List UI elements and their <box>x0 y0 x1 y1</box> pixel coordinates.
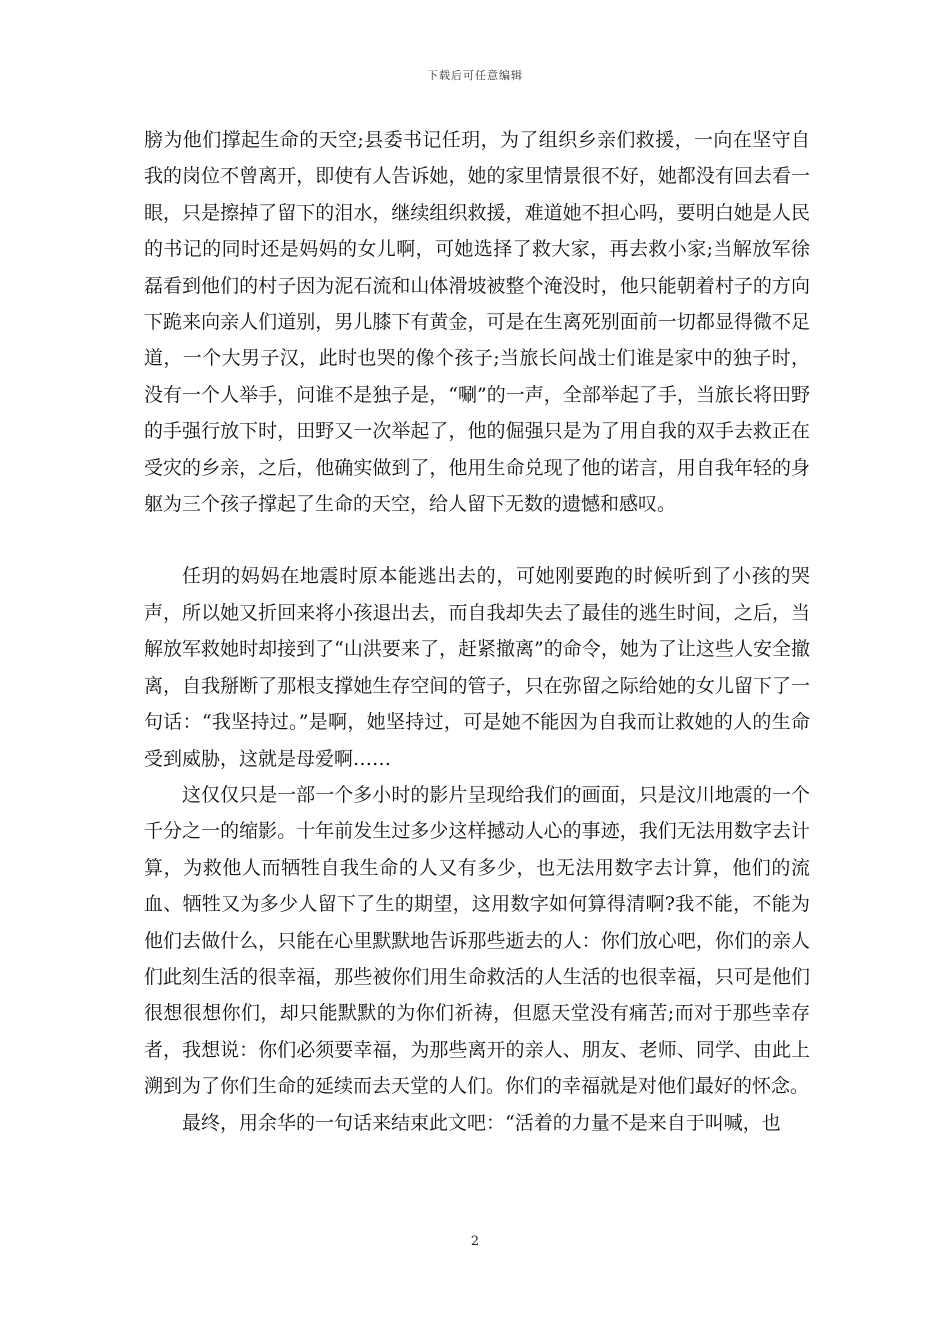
paragraph-mother: 任玥的妈妈在地震时原本能逃出去的，可她刚要跑的时候听到了小孩的哭声，所以她又折回来将小孩退出去，而自我却失去了最佳的逃生时间，之后，当解放军救她时却接到了“山洪要来了，赶紧撤离”的命令，她为了让这些人安全撤离，自我掰断了那根支撑她生存空间的管子，只在弥留之际给她的女儿留下了一句话：“我坚持过。”是啊，她坚持过，可是她不能因为自我而让救她的人的生命受到威胁，这就是母爱啊…… <box>144 565 810 770</box>
page-header: 下载后可任意编辑 <box>427 69 523 82</box>
document-body <box>144 122 810 1141</box>
paragraph-continuation: 膀为他们撑起生命的天空;县委书记任玥，为了组织乡亲们救援，一向在坚守自我的岗位不曾离开，即使有人告诉她，她的家里情景很不好，她都没有回去看一眼，只是擦掉了留下的泪水，继续组织救援，难道她不担心吗，要明白她是人民的书记的同时还是妈妈的女儿啊，可她选择了救大家，再去救小家;当解放军徐磊看到他们的村子因为泥石流和山体滑坡被整个淹没时，他只能朝着村子的方向下跪来向亲人们道别，男儿膝下有黄金，可是在生离死别面前一切都显得微不足道，一个大男子汉，此时也哭的像个孩子;当旅长问战士们谁是家中的独子时，没有一个人举手，问谁不是独子是，“唰”的一声，全部举起了手，当旅长将田野的手强行放下时，田野又一次举起了，他的倔强只是为了用自我的双手去救正在受灾的乡亲，之后，他确实做到了，他用生命兑现了他的诺言，用自我年轻的身躯为三个孩子撑起了生命的天空，给人留下无数的遗憾和感叹。 <box>144 129 810 516</box>
page-number: 2 <box>470 1234 480 1249</box>
paragraph-reflection: 这仅仅只是一部一个多小时的影片呈现给我们的画面，只是汶川地震的一个千分之一的缩影。十年前发生过多少这样撼动人心的事迹，我们无法用数字去计算，为救他人而牺牲自我生命的人又有多少，也无法用数字去计算，他们的流血、牺牲又为多少人留下了生的期望，这用数字如何算得清啊?我不能，不能为他们去做什么，只能在心里默默地告诉那些逝去的人：你们放心吧，你们的亲人们此刻生活的很幸福，那些被你们用生命救活的人生活的也很幸福，只可是他们很想很想你们，却只能默默的为你们祈祷，但愿天堂没有痛苦;而对于那些幸存者，我想说：你们必须要幸福，为那些离开的亲人、朋友、老师、同学、由此上溯到为了你们生命的延续而去天堂的人们。你们的幸福就是对他们最好的怀念。 <box>144 783 810 1098</box>
paragraph-conclusion: 最终，用余华的一句话来结束此文吧：“活着的力量不是来自于叫喊，也 <box>182 1111 781 1134</box>
